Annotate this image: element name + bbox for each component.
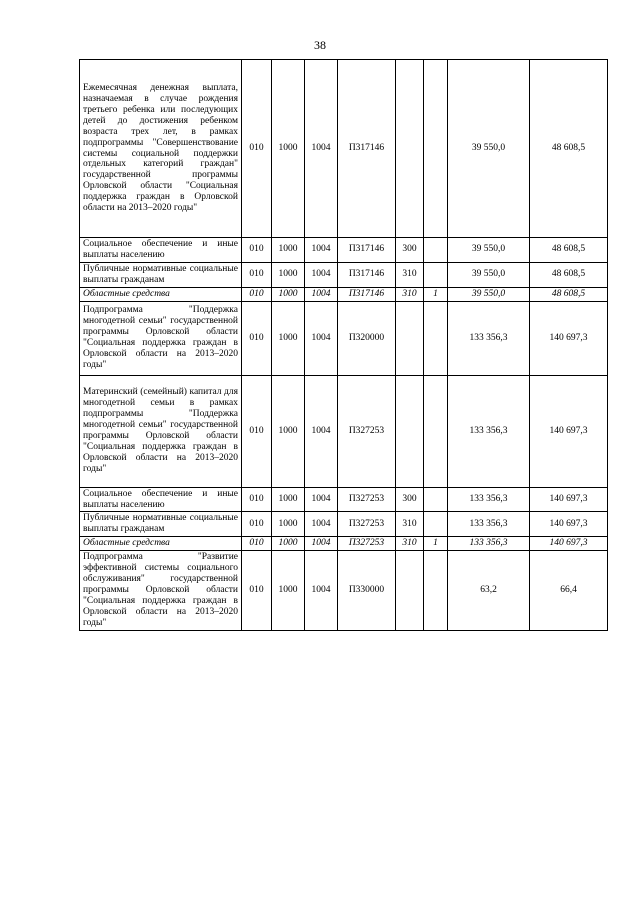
amount-year2-cell: 48 608,5: [530, 287, 608, 301]
podrazdel-cell: 1004: [305, 537, 338, 551]
expense-type-cell: 310: [396, 537, 424, 551]
podrazdel-cell: 1004: [305, 60, 338, 238]
amount-year2-cell: 140 697,3: [530, 512, 608, 537]
target-article-cell: П320000: [338, 301, 396, 375]
podrazdel-cell: 1004: [305, 238, 338, 263]
expense-type-cell: 310: [396, 287, 424, 301]
razdel-cell: 1000: [272, 537, 305, 551]
razdel-cell: 1000: [272, 287, 305, 301]
razdel-cell: 1000: [272, 238, 305, 263]
amount-year1-cell: 39 550,0: [448, 262, 530, 287]
amount-year1-cell: 133 356,3: [448, 537, 530, 551]
expense-type-cell: 310: [396, 262, 424, 287]
budget-table: [79, 59, 608, 631]
amount-year1-cell: 133 356,3: [448, 375, 530, 487]
razdel-cell: 1000: [272, 487, 305, 512]
target-article-cell: П327253: [338, 487, 396, 512]
amount-year2-cell: 48 608,5: [530, 238, 608, 263]
target-article-cell: П317146: [338, 238, 396, 263]
target-article-cell: П327253: [338, 537, 396, 551]
expense-type-cell: 300: [396, 238, 424, 263]
amount-year1-cell: 133 356,3: [448, 487, 530, 512]
expense-type-cell: [396, 60, 424, 238]
target-article-cell: П330000: [338, 551, 396, 630]
kosgu-cell: [424, 301, 448, 375]
row-name-cell: Социальное обеспечение и иные выплаты населению: [80, 487, 242, 512]
table-row: [80, 512, 608, 537]
razdel-cell: 1000: [272, 262, 305, 287]
glava-cell: 010: [242, 512, 272, 537]
podrazdel-cell: 1004: [305, 262, 338, 287]
razdel-cell: 1000: [272, 375, 305, 487]
glava-cell: 010: [242, 537, 272, 551]
glava-cell: 010: [242, 301, 272, 375]
podrazdel-cell: 1004: [305, 551, 338, 630]
amount-year2-cell: 48 608,5: [530, 60, 608, 238]
table-row: [80, 537, 608, 551]
glava-cell: 010: [242, 262, 272, 287]
amount-year1-cell: 63,2: [448, 551, 530, 630]
page-number: 38: [314, 38, 326, 52]
expense-type-cell: [396, 551, 424, 630]
kosgu-cell: [424, 375, 448, 487]
kosgu-cell: [424, 60, 448, 238]
table-row: [80, 238, 608, 263]
kosgu-cell: 1: [424, 287, 448, 301]
razdel-cell: 1000: [272, 60, 305, 238]
table-row: [80, 287, 608, 301]
podrazdel-cell: 1004: [305, 512, 338, 537]
row-name-cell: Материнский (семейный) капитал для многодетной семьи в рамках подпрограммы "Поддержка многодетной семьи" государственной программы Орловской области "Социальная поддержка граждан в Орловской области на 2013–2020 годы": [80, 375, 242, 487]
kosgu-cell: [424, 551, 448, 630]
razdel-cell: 1000: [272, 301, 305, 375]
glava-cell: 010: [242, 60, 272, 238]
amount-year1-cell: 133 356,3: [448, 512, 530, 537]
glava-cell: 010: [242, 551, 272, 630]
row-name-cell: Областные средства: [80, 537, 242, 551]
expense-type-cell: [396, 301, 424, 375]
kosgu-cell: [424, 238, 448, 263]
amount-year1-cell: 39 550,0: [448, 287, 530, 301]
podrazdel-cell: 1004: [305, 375, 338, 487]
glava-cell: 010: [242, 287, 272, 301]
razdel-cell: 1000: [272, 512, 305, 537]
amount-year2-cell: 140 697,3: [530, 537, 608, 551]
kosgu-cell: 1: [424, 537, 448, 551]
table-row: [80, 375, 608, 487]
kosgu-cell: [424, 487, 448, 512]
target-article-cell: П327253: [338, 512, 396, 537]
amount-year1-cell: 133 356,3: [448, 301, 530, 375]
table-row: [80, 301, 608, 375]
glava-cell: 010: [242, 487, 272, 512]
table-body: [80, 60, 608, 631]
razdel-cell: 1000: [272, 551, 305, 630]
row-name-cell: Публичные нормативные социальные выплаты гражданам: [80, 262, 242, 287]
row-name-cell: Подпрограмма "Развитие эффективной системы социального обслуживания" государственной программы Орловской области "Социальная поддержка граждан в Орловской области на 2013–2020 годы": [80, 551, 242, 630]
amount-year1-cell: 39 550,0: [448, 238, 530, 263]
glava-cell: 010: [242, 238, 272, 263]
row-name-cell: Социальное обеспечение и иные выплаты населению: [80, 238, 242, 263]
amount-year2-cell: 140 697,3: [530, 301, 608, 375]
table-row: [80, 60, 608, 238]
table-row: [80, 551, 608, 630]
kosgu-cell: [424, 512, 448, 537]
table-row: [80, 262, 608, 287]
target-article-cell: П317146: [338, 262, 396, 287]
row-name-cell: Публичные нормативные социальные выплаты гражданам: [80, 512, 242, 537]
podrazdel-cell: 1004: [305, 301, 338, 375]
glava-cell: 010: [242, 375, 272, 487]
expense-type-cell: 310: [396, 512, 424, 537]
target-article-cell: П327253: [338, 375, 396, 487]
amount-year2-cell: 48 608,5: [530, 262, 608, 287]
row-name-cell: Ежемесячная денежная выплата, назначаемая в случае рождения третьего ребенка или последующих детей до достижения ребенком возраста трех лет, в рамках подпрограммы "Совершенствование системы социальной поддержки отдельных категорий граждан" государственной программы Орловской области "Социальная поддержка граждан в Орловской области на 2013–2020 годы": [80, 60, 242, 238]
expense-type-cell: [396, 375, 424, 487]
podrazdel-cell: 1004: [305, 287, 338, 301]
amount-year2-cell: 140 697,3: [530, 375, 608, 487]
amount-year1-cell: 39 550,0: [448, 60, 530, 238]
expense-type-cell: 300: [396, 487, 424, 512]
amount-year2-cell: 140 697,3: [530, 487, 608, 512]
row-name-cell: Подпрограмма "Поддержка многодетной семьи" государственной программы Орловской области "Социальная поддержка граждан в Орловской области на 2013–2020 годы": [80, 301, 242, 375]
row-name-cell: Областные средства: [80, 287, 242, 301]
kosgu-cell: [424, 262, 448, 287]
target-article-cell: П317146: [338, 287, 396, 301]
table-row: [80, 487, 608, 512]
podrazdel-cell: 1004: [305, 487, 338, 512]
target-article-cell: П317146: [338, 60, 396, 238]
amount-year2-cell: 66,4: [530, 551, 608, 630]
